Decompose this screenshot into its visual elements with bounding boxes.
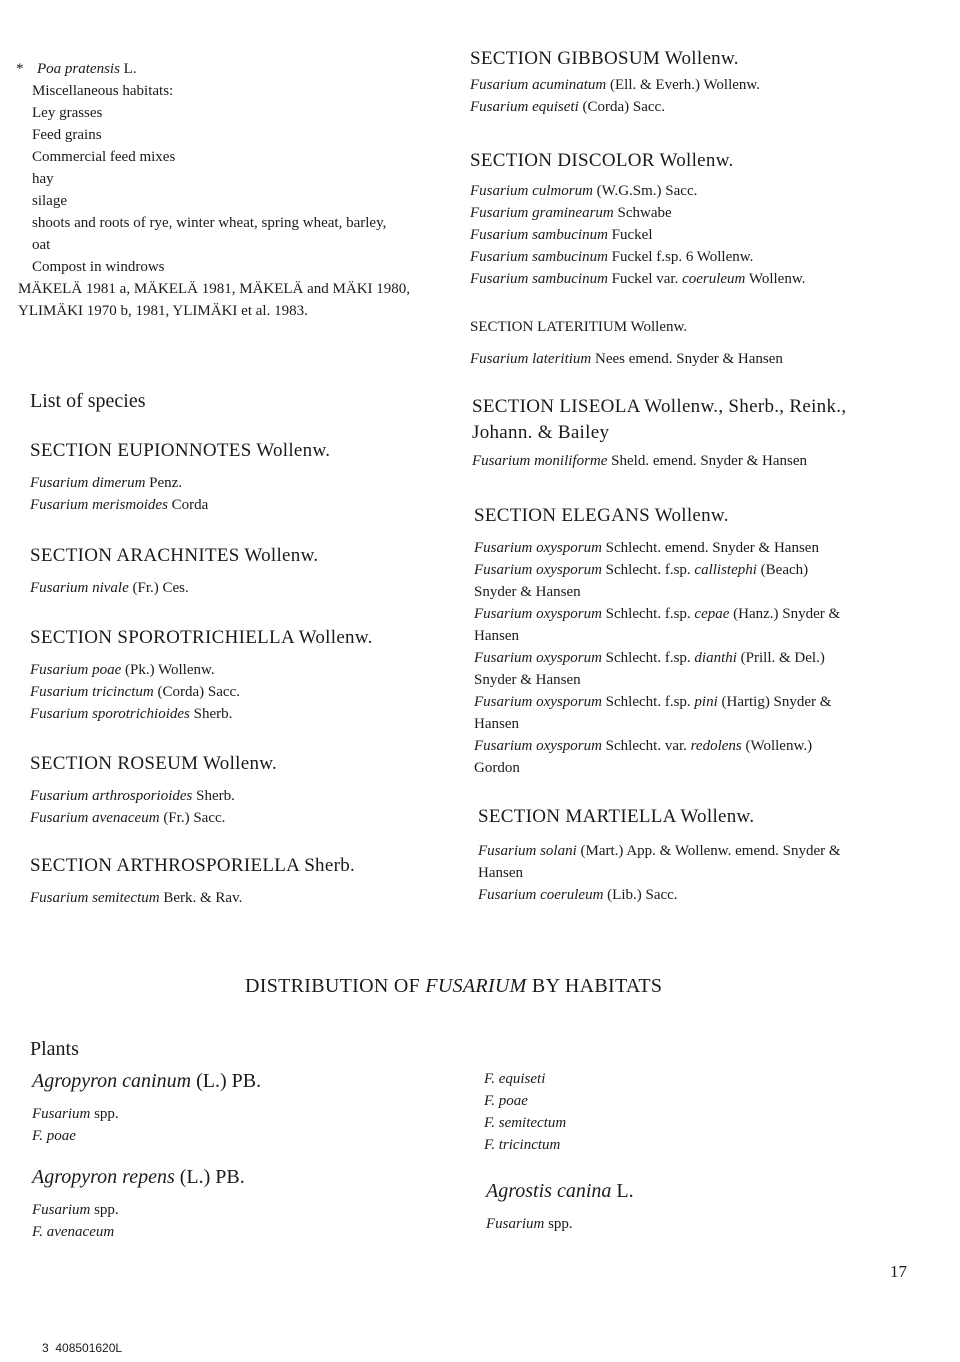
species-entry-continued: Hansen [474,716,519,732]
asterisk: * [16,61,24,77]
section-title: SECTION GIBBOSUM Wollenw. [470,48,739,69]
species-entry: Fusarium coeruleum (Lib.) Sacc. [478,887,678,903]
species-entry: Fusarium acuminatum (Ell. & Everh.) Wollenw. [470,77,761,93]
host-species: Fusarium spp. [486,1216,573,1232]
section-sporotrichiella [30,627,373,725]
species-entry: Fusarium poae (Pk.) Wollenw. [30,662,215,678]
habitat-line: oat [32,237,51,253]
species-entry: Fusarium sambucinum Fuckel f.sp. 6 Wollenw. [470,249,754,265]
host-species: F. poae [484,1093,528,1109]
species-entry: Fusarium equiseti (Corda) Sacc. [470,99,665,115]
list-of-species-heading: List of species [30,390,146,412]
species-entry: Fusarium arthrosporioides Sherb. [30,788,235,804]
section-title-continued: Johann. & Bailey [472,422,610,443]
page-number: 17 [890,1262,907,1281]
reference-line: YLIMÄKI 1970 b, 1981, YLIMÄKI et al. 1983. [18,303,308,319]
host-species: F. tricinctum [484,1137,561,1153]
section-discolor [470,150,805,290]
species-entry: Fusarium sambucinum Fuckel [470,227,653,243]
species-entry-continued: Snyder & Hansen [474,672,581,688]
host-name: Agropyron caninum (L.) PB. [32,1070,262,1092]
section-title: SECTION DISCOLOR Wollenw. [470,150,734,171]
species-entry: Fusarium moniliforme Sheld. emend. Snyder & Hansen [472,453,807,469]
host-species: Fusarium spp. [32,1106,119,1122]
reference-line: MÄKELÄ 1981 a, MÄKELÄ 1981, MÄKELÄ and MÄKI 1980, [18,281,411,297]
host-species: F. poae [32,1128,76,1144]
species-entry: Fusarium oxysporum Schlecht. f.sp. cepae (Hanz.) Snyder & [474,606,841,622]
species-entry: Fusarium oxysporum Schlecht. f.sp. pini (Hartig) Snyder & [474,694,832,710]
host-species: Fusarium spp. [32,1202,119,1218]
section-arthrosporiella [30,855,355,909]
host-name: Agropyron repens (L.) PB. [32,1166,245,1188]
section-title: SECTION SPOROTRICHIELLA Wollenw. [30,627,373,648]
footer-code: 3 408501620L [42,1341,123,1355]
host-name: Agrostis canina L. [486,1180,634,1202]
species-entry-continued: Hansen [478,865,523,881]
distribution-heading: DISTRIBUTION OF FUSARIUM BY HABITATS [245,975,663,997]
species-entry: Fusarium merismoides Corda [30,497,209,513]
host-species: F. avenaceum [32,1224,115,1240]
poa-pratensis-heading: * Poa pratensis L. [16,61,137,77]
host-agropyron-caninum [32,1070,261,1147]
habitat-line: silage [32,193,67,209]
section-liseola [472,396,846,472]
species-entry: Fusarium sambucinum Fuckel var. coeruleum Wollenw. [470,271,806,287]
section-elegans [474,505,840,779]
section-roseum [30,753,277,829]
habitat-line: Ley grasses [32,105,103,121]
host-agrostis-canina [486,1180,634,1235]
species-entry-continued: Snyder & Hansen [474,584,581,600]
host-species: F. equiseti [484,1071,546,1087]
section-title: SECTION ARTHROSPORIELLA Sherb. [30,855,356,876]
section-title: SECTION MARTIELLA Wollenw. [478,806,755,827]
host-agropyron-repens [32,1166,245,1243]
section-title: SECTION ROSEUM Wollenw. [30,753,278,774]
habitat-line: hay [32,171,54,187]
poa-pratensis-block [16,58,410,322]
section-title: SECTION LISEOLA Wollenw., Sherb., Reink., [472,396,847,417]
species-entry: Fusarium oxysporum Schlecht. f.sp. callistephi (Beach) [474,562,809,578]
species-entry: Fusarium sporotrichioides Sherb. [30,706,233,722]
section-gibbosum [470,48,760,118]
section-martiella [478,806,841,906]
habitat-line: Miscellaneous habitats: [32,83,174,99]
species-entry: Fusarium oxysporum Schlecht. emend. Snyder & Hansen [474,540,819,556]
species-entry: Fusarium avenaceum (Fr.) Sacc. [30,810,226,826]
habitat-line: shoots and roots of rye, winter wheat, spring wheat, barley, [32,215,387,231]
habitat-line: Commercial feed mixes [32,149,176,165]
species-entry: Fusarium dimerum Penz. [30,475,183,491]
habitat-line: Feed grains [32,127,102,143]
species-entry: Fusarium tricinctum (Corda) Sacc. [30,684,240,700]
species-entry: Fusarium nivale (Fr.) Ces. [30,580,189,596]
poa-pratensis-name: Poa pratensis [37,61,120,77]
section-title: SECTION EUPIONNOTES Wollenw. [30,440,331,461]
species-entry: Fusarium semitectum Berk. & Rav. [30,890,243,906]
plants-heading: Plants [30,1038,79,1060]
section-lateritium [470,316,783,370]
species-entry-continued: Gordon [474,760,520,776]
species-entry: Fusarium lateritium Nees emend. Snyder & Hansen [470,351,783,367]
section-title: SECTION LATERITIUM Wollenw. [470,319,688,335]
species-entry: Fusarium oxysporum Schlecht. var. redolens (Wollenw.) [474,738,813,754]
section-title: SECTION ELEGANS Wollenw. [474,505,729,526]
habitat-line: Compost in windrows [32,259,165,275]
host-species: F. semitectum [484,1115,567,1131]
species-entry-continued: Hansen [474,628,519,644]
species-entry: Fusarium culmorum (W.G.Sm.) Sacc. [470,183,698,199]
section-arachnites [30,545,318,599]
section-eupionnotes [30,440,330,516]
species-entry: Fusarium oxysporum Schlecht. f.sp. dianthi (Prill. & Del.) [474,650,825,666]
species-list-right [484,1068,566,1156]
species-entry: Fusarium graminearum Schwabe [470,205,672,221]
section-title: SECTION ARACHNITES Wollenw. [30,545,319,566]
species-entry: Fusarium solani (Mart.) App. & Wollenw. emend. Snyder & [478,843,841,859]
